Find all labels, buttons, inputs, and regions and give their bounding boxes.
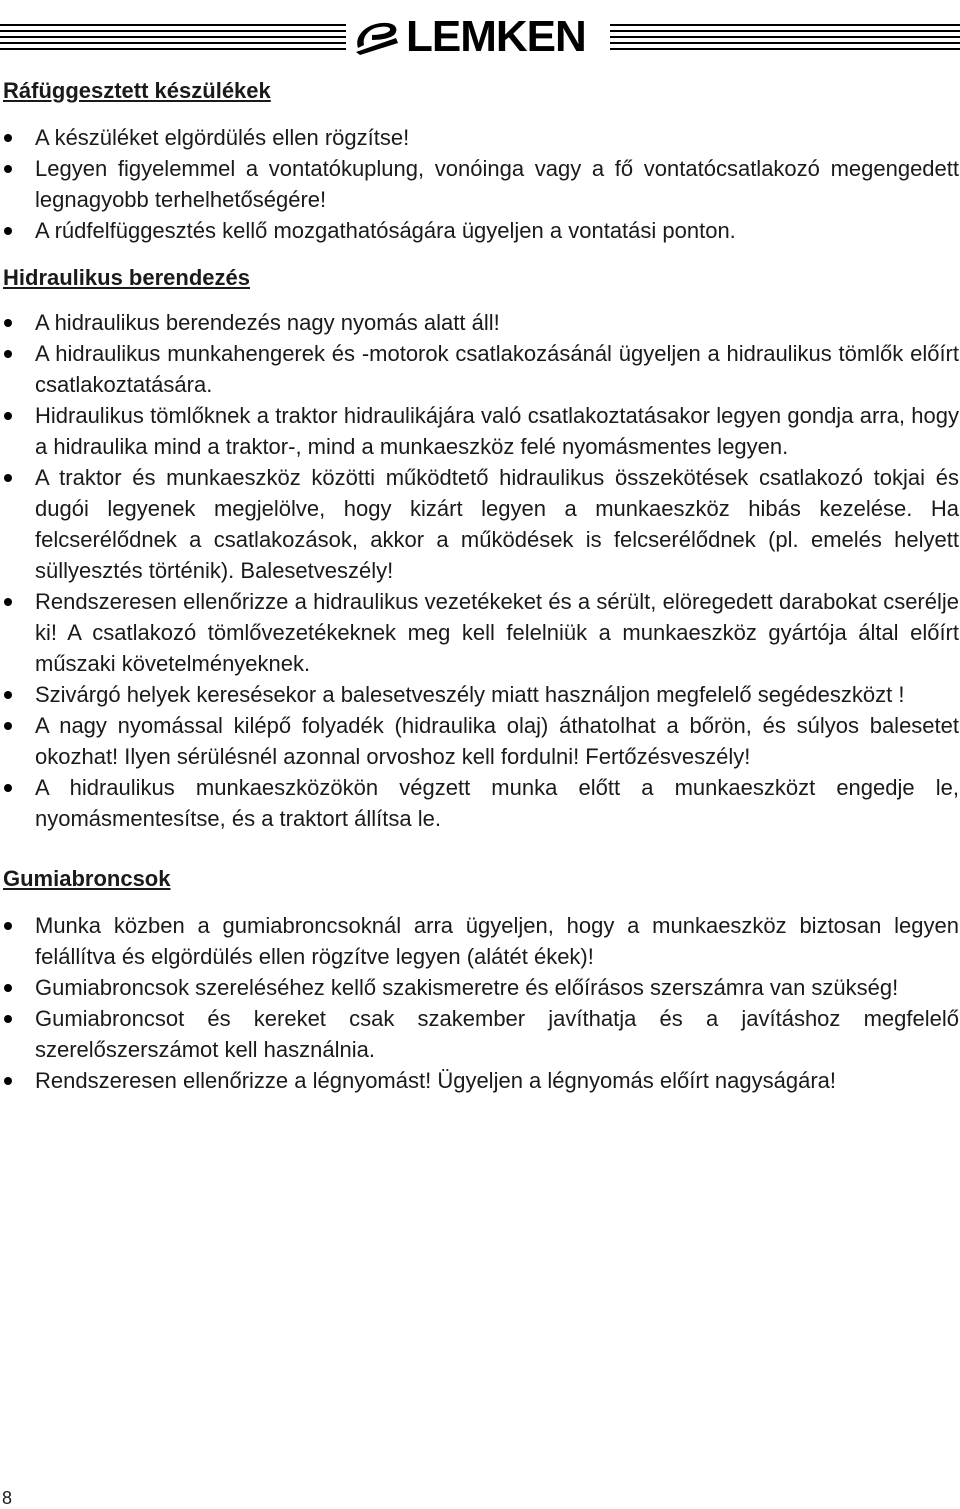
section-hidraulikus <box>0 263 960 834</box>
list-item: Rendszeresen ellenőrizze a légnyomást! Ügyeljen a légnyomás előírt nagyságára! <box>0 1065 959 1096</box>
page-header <box>0 14 960 64</box>
list-item: Szivárgó helyek keresésekor a balesetveszély miatt használjon megfelelő segédeszközt ! <box>0 679 959 710</box>
list-item: A traktor és munkaeszköz közötti működtető hidraulikus összekötések csatlakozó tokjai és dugói legyenek megjelölve, hogy kizárt legyen a munkaeszköz hibás kezelése. Ha felcserélődnek a csatlakozások, akkor a működések is felcserélődnek (pl. emelés helyett süllyesztés történik). Balesetveszély! <box>0 462 959 586</box>
document-body <box>0 76 960 1096</box>
lemken-emblem-icon <box>352 18 400 56</box>
list-item: A rúdfelfüggesztés kellő mozgathatóságára ügyeljen a vontatási ponton. <box>0 215 959 246</box>
bullet-icon <box>4 984 12 992</box>
list-item: A hidraulikus munkaeszközökön végzett munka előtt a munkaeszközt engedje le, nyomásmentesítse, és a traktort állítsa le. <box>0 772 959 834</box>
list-item: A készüléket elgördülés ellen rögzítse! <box>0 122 959 153</box>
list-item: Hidraulikus tömlőknek a traktor hidraulikájára való csatlakoztatásakor legyen gondja arra, hogy a hidraulika mind a traktor-, mind a munkaeszköz felé nyomásmentes legyen. <box>0 400 959 462</box>
section-heading: Hidraulikus berendezés <box>3 265 250 290</box>
section-heading: Ráfüggesztett készülékek <box>3 78 271 103</box>
bullet-icon <box>4 922 12 930</box>
brand-name: LEMKEN <box>406 12 586 61</box>
bullet-list <box>0 122 960 246</box>
list-item: A nagy nyomással kilépő folyadék (hidraulika olaj) áthatolhat a bőrön, és súlyos balesetet okozhat! Ilyen sérülésnél azonnal orvoshoz kell fordulni! Fertőzésveszély! <box>0 710 959 772</box>
bullet-icon <box>4 474 12 482</box>
header-rule-right <box>610 24 960 52</box>
bullet-icon <box>4 350 12 358</box>
list-item: A hidraulikus berendezés nagy nyomás alatt áll! <box>0 307 959 338</box>
bullet-icon <box>4 134 12 142</box>
lemken-logo <box>352 14 608 64</box>
section-rafuggesztett <box>0 76 960 246</box>
bullet-icon <box>4 784 12 792</box>
list-item: Legyen figyelemmel a vontatókuplung, vonóinga vagy a fő vontatócsatlakozó megengedett legnagyobb terhelhetőségére! <box>0 153 959 215</box>
list-item: Gumiabroncsot és kereket csak szakember javíthatja és a javításhoz megfelelő szerelőszerszámot kell használnia. <box>0 1003 959 1065</box>
bullet-icon <box>4 165 12 173</box>
bullet-list <box>0 910 960 1096</box>
bullet-icon <box>4 412 12 420</box>
bullet-icon <box>4 691 12 699</box>
section-heading: Gumiabroncsok <box>3 866 171 891</box>
bullet-icon <box>4 319 12 327</box>
list-item: Gumiabroncsok szereléséhez kellő szakismeretre és előírásos szerszámra van szükség! <box>0 972 959 1003</box>
section-gumiabroncsok <box>0 864 960 1096</box>
list-item: Munka közben a gumiabroncsoknál arra ügyeljen, hogy a munkaeszköz biztosan legyen felállítva és elgördülés ellen rögzítve legyen (alátét ékek)! <box>0 910 959 972</box>
bullet-icon <box>4 598 12 606</box>
header-rule-left <box>0 24 346 52</box>
bullet-icon <box>4 1077 12 1085</box>
bullet-list <box>0 307 960 834</box>
bullet-icon <box>4 1015 12 1023</box>
bullet-icon <box>4 722 12 730</box>
list-item: A hidraulikus munkahengerek és -motorok csatlakozásánál ügyeljen a hidraulikus tömlők előírt csatlakoztatására. <box>0 338 959 400</box>
list-item: Rendszeresen ellenőrizze a hidraulikus vezetékeket és a sérült, elöregedett darabokat cserélje ki! A csatlakozó tömlővezetékeknek meg kell felelniük a munkaeszköz gyártója által előírt műszaki követelményeknek. <box>0 586 959 679</box>
page-number: 8 <box>2 1488 13 1508</box>
bullet-icon <box>4 227 12 235</box>
